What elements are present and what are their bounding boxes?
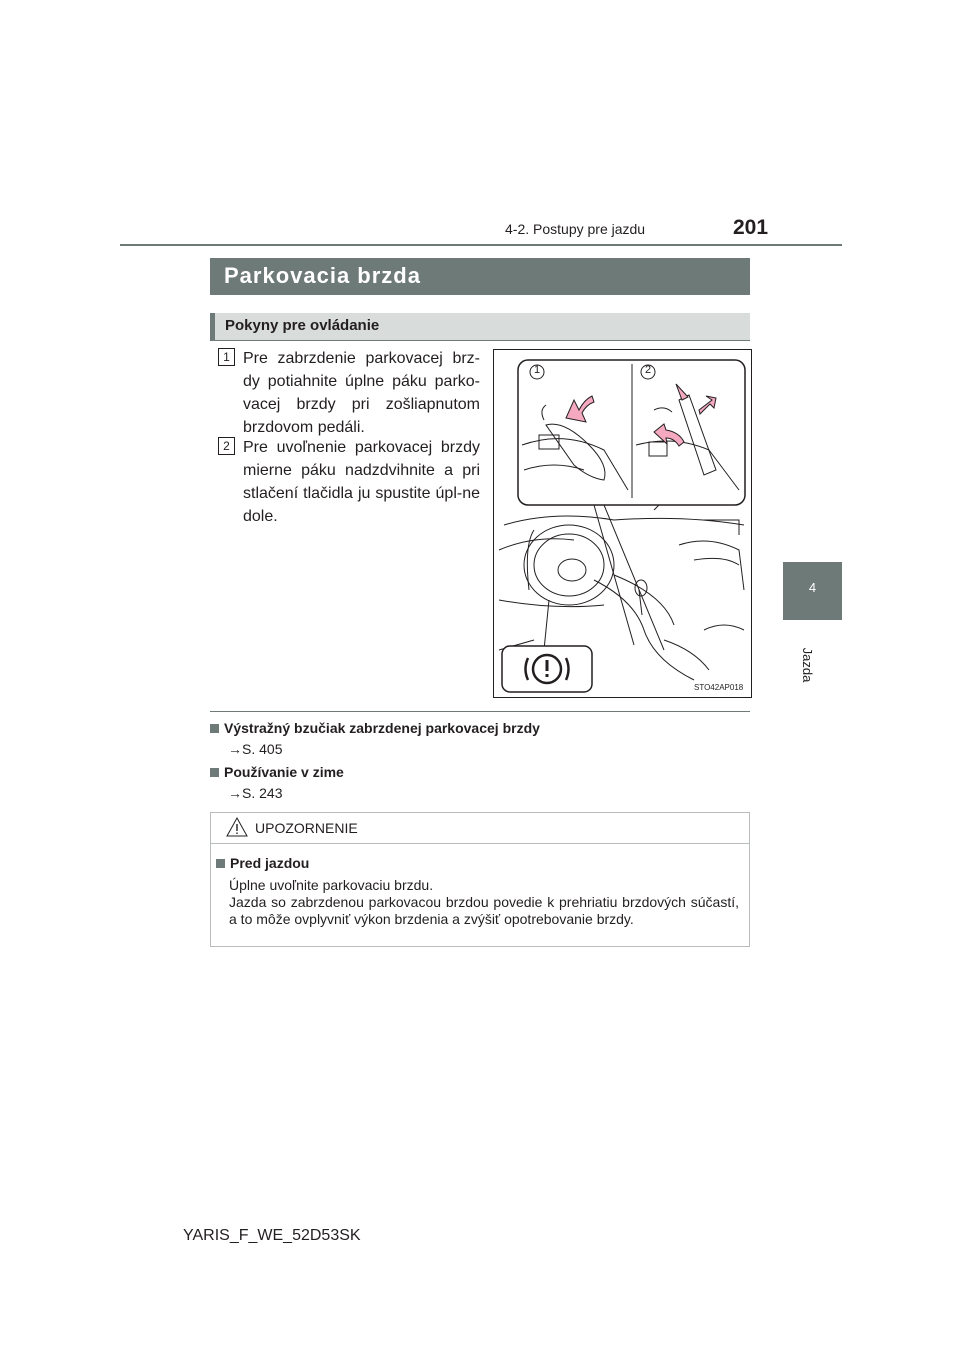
parking-brake-illustration xyxy=(493,349,752,698)
illustration-svg xyxy=(494,350,751,697)
page-number: 201 xyxy=(733,216,769,239)
warning-title: Pred jazdou xyxy=(216,855,309,871)
figure-label-2: 2 xyxy=(644,364,652,376)
section-title: Parkovacia brzda xyxy=(224,263,421,288)
warning-line-1: Úplne uvoľnite parkovaciu brzdu. xyxy=(229,877,434,893)
notes-divider xyxy=(210,711,750,712)
subsection-title: Pokyny pre ovládanie xyxy=(225,317,380,334)
step-text: Pre zabrzdenie parkovacej brz-dy potiahnite úplne páku parko-vacej brzdy pri zošliapnutom brzdovom pedáli. xyxy=(243,350,480,436)
warning-triangle-icon xyxy=(225,816,249,838)
note-ref-2: →S. 243 xyxy=(228,785,283,801)
header-divider xyxy=(120,244,842,246)
figure-label-1: 1 xyxy=(533,364,541,376)
warning-box xyxy=(210,812,750,947)
subsection-accent xyxy=(210,313,215,340)
footer-code: YARIS_F_WE_52D53SK xyxy=(183,1227,361,1244)
chapter-number: 4 xyxy=(808,580,817,595)
step-text: Pre uvoľnenie parkovacej brzdy mierne páku nadzdvihnite a pri stlačení tlačidla ju spustite úpl-ne dole. xyxy=(243,439,480,525)
figure-code: STO42AP018 xyxy=(694,683,744,692)
bullet-square-icon xyxy=(210,768,219,777)
header-section-title: 4-2. Postupy pre jazdu xyxy=(505,221,646,237)
step-number: 1 xyxy=(218,348,235,366)
section-title-bar xyxy=(210,258,750,295)
warning-header xyxy=(211,813,749,844)
warning-heading: UPOZORNENIE xyxy=(255,820,358,836)
chapter-tab xyxy=(783,562,842,620)
bullet-square-icon xyxy=(216,859,225,868)
note-title-2: Používanie v zime xyxy=(210,764,344,780)
warning-line-2: Jazda so zabrzdenou parkovacou brzdou povedie k prehriatiu brzdových súčastí, a to môže ovplyvniť výkon brzdenia a zvýšiť opotrebovanie brzdy. xyxy=(229,894,739,927)
step-1 xyxy=(218,347,480,439)
chapter-label: Jazda xyxy=(800,647,815,683)
step-number: 2 xyxy=(218,437,235,455)
bullet-square-icon xyxy=(210,724,219,733)
step-2 xyxy=(218,436,480,528)
note-title-1: Výstražný bzučiak zabrzdenej parkovacej brzdy xyxy=(210,720,540,736)
note-ref-1: →S. 405 xyxy=(228,741,283,757)
subsection-bar xyxy=(210,313,750,341)
